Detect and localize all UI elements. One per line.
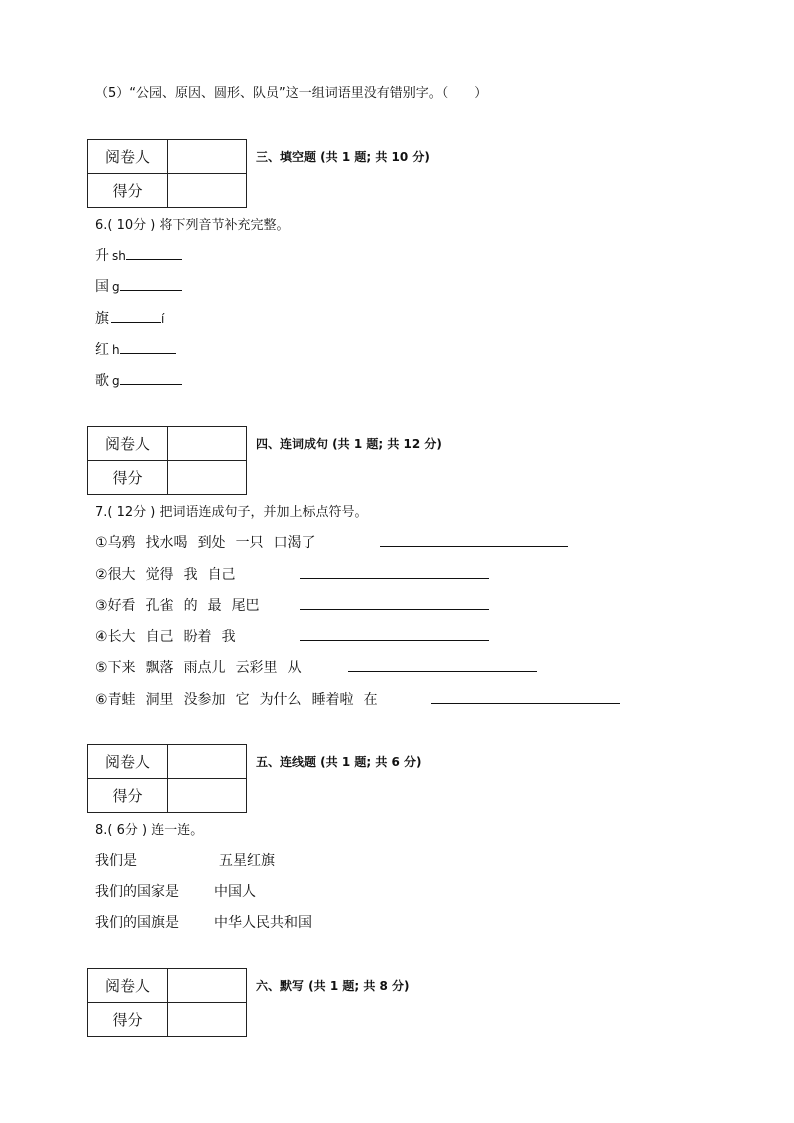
q7-sentence-5 — [95, 657, 312, 677]
answer-blank[interactable] — [120, 370, 182, 385]
score-box-2 — [87, 426, 247, 495]
q8-prompt: 8.( 6分 ) 连一连。 — [95, 823, 204, 838]
score-box-4 — [87, 968, 247, 1037]
q5-text: （5）“公园、原因、圆形、队员”这一组词语里没有错别字。（ ） — [95, 86, 488, 101]
score-label: 得分 — [88, 1003, 168, 1037]
score-cell[interactable] — [168, 174, 247, 208]
q8-left-3[interactable]: 我们的国旗是 — [95, 915, 179, 931]
sentence-number: ⑤ — [95, 660, 108, 676]
word: 我 — [183, 567, 198, 583]
score-box-1 — [87, 139, 247, 208]
reviewer-cell[interactable] — [168, 140, 247, 174]
q6-item-2 — [95, 276, 182, 296]
q6-item-5 — [95, 370, 182, 390]
score-label: 得分 — [88, 779, 168, 813]
word: 没参加 — [183, 692, 226, 708]
score-cell[interactable] — [168, 461, 247, 495]
word: 飘落 — [145, 660, 174, 676]
section-title-6: 六、默写 (共 1 题; 共 8 分) — [256, 979, 410, 993]
answer-line[interactable] — [300, 640, 489, 641]
word: 口渴了 — [273, 535, 316, 551]
q6-hint: g — [112, 280, 120, 294]
word: 觉得 — [145, 567, 174, 583]
q8-left-1[interactable]: 我们是 — [95, 853, 137, 869]
word: 盼着 — [183, 629, 212, 645]
sentence-number: ⑥ — [95, 692, 108, 708]
section-title-3: 三、填空题 (共 1 题; 共 10 分) — [256, 150, 430, 164]
word: 云彩里 — [235, 660, 278, 676]
reviewer-label: 阅卷人 — [88, 745, 168, 779]
answer-blank[interactable] — [126, 245, 182, 260]
q8-right-1[interactable]: 五星红旗 — [219, 853, 275, 869]
answer-line[interactable] — [380, 546, 568, 547]
word: 为什么 — [259, 692, 302, 708]
q8-left-2[interactable]: 我们的国家是 — [95, 884, 179, 900]
reviewer-label: 阅卷人 — [88, 969, 168, 1003]
q6-char: 红 — [95, 342, 109, 358]
word: 长大 — [107, 629, 136, 645]
section-title-4: 四、连词成句 (共 1 题; 共 12 分) — [256, 437, 442, 451]
q7-prompt: 7.( 12分 ) 把词语连成句子，并加上标点符号。 — [95, 505, 368, 520]
word: 下来 — [107, 660, 136, 676]
word: 青蛙 — [107, 692, 136, 708]
q8-right-3[interactable]: 中华人民共和国 — [214, 915, 312, 931]
score-cell[interactable] — [168, 1003, 247, 1037]
answer-blank[interactable] — [120, 339, 176, 354]
score-box-3 — [87, 744, 247, 813]
sentence-number: ④ — [95, 629, 108, 645]
q7-sentence-2 — [95, 564, 246, 584]
word: 乌鸦 — [107, 535, 136, 551]
reviewer-label: 阅卷人 — [88, 427, 168, 461]
q6-char: 升 — [95, 248, 109, 264]
q6-item-4 — [95, 339, 176, 359]
word: 自己 — [145, 629, 174, 645]
word: 到处 — [197, 535, 226, 551]
word: 最 — [207, 598, 222, 614]
word: 从 — [287, 660, 302, 676]
answer-blank[interactable] — [111, 308, 161, 323]
sentence-number: ③ — [95, 598, 108, 614]
answer-line[interactable] — [348, 671, 537, 672]
q6-char: 歌 — [95, 373, 109, 389]
word: 很大 — [107, 567, 136, 583]
q6-suffix: í — [161, 312, 165, 326]
q6-hint: sh — [112, 249, 126, 263]
reviewer-cell[interactable] — [168, 745, 247, 779]
q6-char: 国 — [95, 279, 109, 295]
answer-line[interactable] — [300, 578, 489, 579]
q6-hint: g — [112, 374, 120, 388]
q6-hint: h — [112, 343, 120, 357]
q8-right-2[interactable]: 中国人 — [214, 884, 256, 900]
q6-item-1 — [95, 245, 182, 265]
sentence-number: ② — [95, 567, 108, 583]
sentence-number: ① — [95, 535, 108, 551]
word: 雨点儿 — [183, 660, 226, 676]
q7-sentence-1 — [95, 532, 326, 552]
q7-sentence-3 — [95, 595, 270, 615]
reviewer-cell[interactable] — [168, 427, 247, 461]
word: 的 — [183, 598, 198, 614]
word: 尾巴 — [231, 598, 260, 614]
word: 睡着啦 — [311, 692, 354, 708]
word: 好看 — [107, 598, 136, 614]
word: 自己 — [207, 567, 236, 583]
word: 洞里 — [145, 692, 174, 708]
section-title-5: 五、连线题 (共 1 题; 共 6 分) — [256, 755, 422, 769]
word: 孔雀 — [145, 598, 174, 614]
answer-blank[interactable] — [120, 276, 182, 291]
reviewer-label: 阅卷人 — [88, 140, 168, 174]
word: 在 — [363, 692, 378, 708]
word: 找水喝 — [145, 535, 188, 551]
word: 它 — [235, 692, 250, 708]
q6-char: 旗 — [95, 311, 109, 327]
score-label: 得分 — [88, 461, 168, 495]
q6-prompt: 6.( 10分 ) 将下列音节补充完整。 — [95, 218, 290, 233]
word: 我 — [221, 629, 236, 645]
score-label: 得分 — [88, 174, 168, 208]
reviewer-cell[interactable] — [168, 969, 247, 1003]
answer-line[interactable] — [300, 609, 489, 610]
q6-item-3 — [95, 308, 164, 328]
word: 一只 — [235, 535, 264, 551]
q7-sentence-6 — [95, 689, 388, 709]
score-cell[interactable] — [168, 779, 247, 813]
q7-sentence-4 — [95, 626, 246, 646]
answer-line[interactable] — [431, 703, 620, 704]
